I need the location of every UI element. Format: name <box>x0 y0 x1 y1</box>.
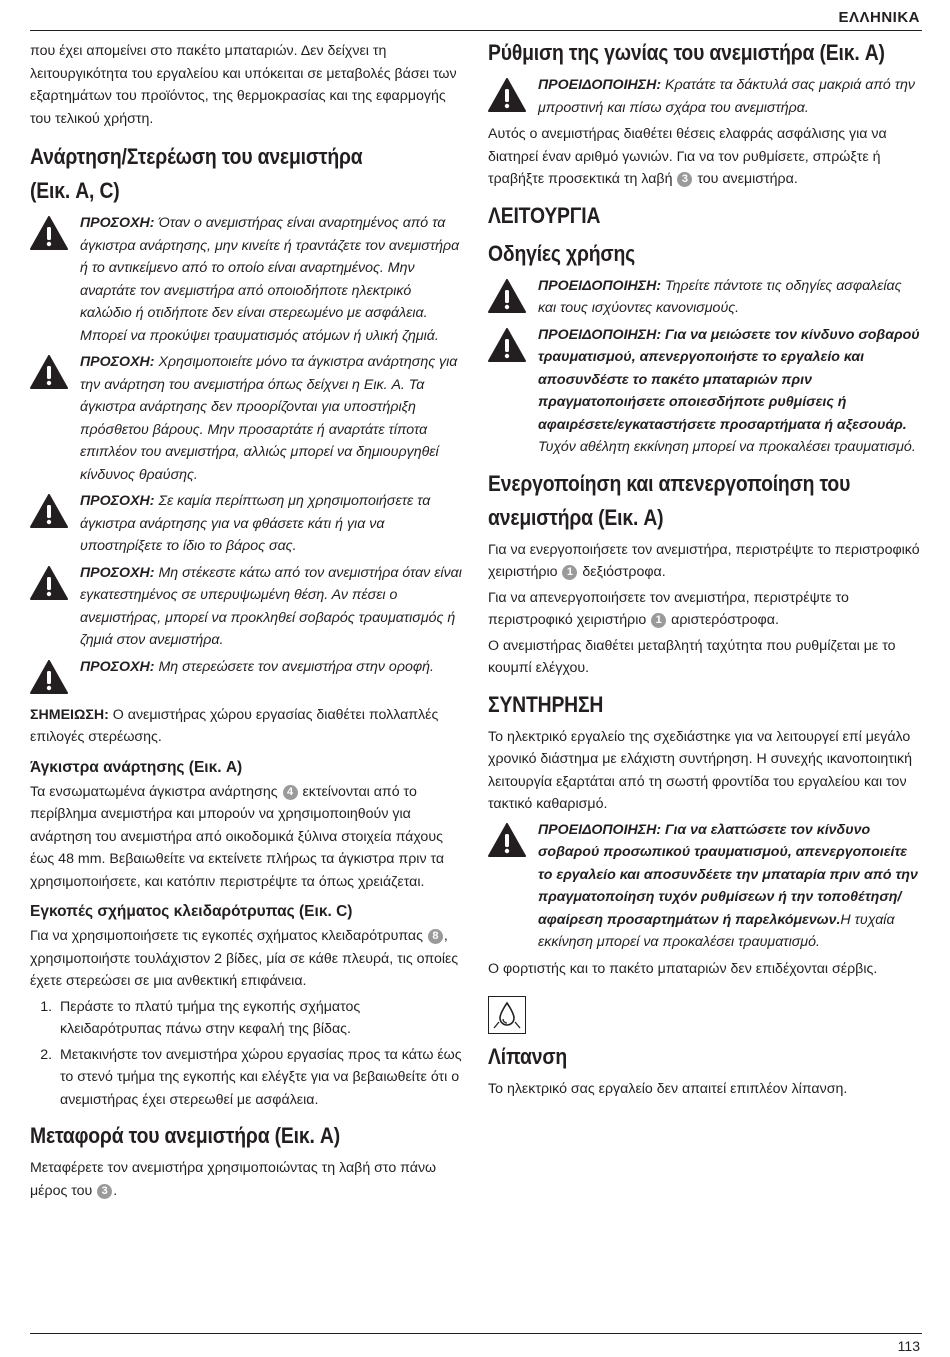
instructions-title: Οδηγίες χρήσης <box>488 240 636 266</box>
header-divider <box>30 30 922 31</box>
caution-2 <box>30 351 464 486</box>
operation-title: ΛΕΙΤΟΥΡΓΙΑ <box>488 202 601 228</box>
intro-paragraph: που έχει απομείνει στο πακέτο μπαταριών. Δεν δείχνει τη λειτουργικότητα του εργαλείου και υπόκειται σε μεταβολές βάσει των εξαρτημάτων του προϊόντος, της θερμοκρασίας και της εφαρμογής του τελικού χρήστη. <box>30 43 457 127</box>
maintenance-paragraph: Το ηλεκτρικό εργαλείο της σχεδιάστηκε για να λειτουργεί επί μεγάλο χρονικό διάστημα με ελάχιστη συντήρηση. Η συνεχής ικανοποιητική λειτουργία εξαρτάται από τη σωστή φροντίδα του εργαλείου και τον τακτικό καθαρισμό. <box>488 728 913 812</box>
caution-5 <box>30 656 464 694</box>
angle-title: Ρύθμιση της γωνίας του ανεμιστήρα (Εικ. A) <box>488 40 885 65</box>
maintenance-warning <box>488 819 922 954</box>
hanging-section-title <box>30 140 462 208</box>
callout-badge: 3 <box>97 1184 112 1199</box>
transport-title: Μεταφορά του ανεμιστήρα (Εικ. A) <box>30 1123 340 1148</box>
callout-badge: 4 <box>283 785 298 800</box>
left-column <box>30 40 464 1205</box>
language-label: ΕΛΛΗΝΙΚΑ <box>838 9 920 26</box>
service-paragraph: Ο φορτιστής και το πακέτο μπαταριών δεν επιδέχονται σέρβις. <box>488 960 878 977</box>
keyhole-paragraph: Για να χρησιμοποιήσετε τις εγκοπές σχήματος κλειδαρότρυπας 8 , χρησιμοποιήστε τουλάχιστον 2 βίδες, μία σε κάθε πλευρά, τις οποίες έχετε στερεώσει σε μια ανθεκτική επιφάνεια. <box>30 928 459 989</box>
instructions-warning-1 <box>488 275 922 320</box>
keyhole-title: Εγκοπές σχήματος κλειδαρότρυπας (Εικ. C) <box>30 903 353 920</box>
caution-5-text: ΠΡΟΣΟΧΗ: Μη στερεώσετε τον ανεμιστήρα στην οροφή. <box>80 658 434 675</box>
lubrication-paragraph: Το ηλεκτρικό σας εργαλείο δεν απαιτεί επιπλέον λίπανση. <box>488 1081 848 1097</box>
instructions-warning-1-text: ΠΡΟΕΙΔΟΠΟΙΗΣΗ: Τηρείτε πάντοτε τις οδηγίες ασφαλείας και τους ισχύοντες κανονισμούς. <box>538 277 902 316</box>
caution-1-text: ΠΡΟΣΟΧΗ: Όταν ο ανεμιστήρας είναι αναρτημένος από τα άγκιστρα ανάρτησης, μην κινείτε ή τραντάζετε τον ανεμιστήρα ή το αντικείμενο από το οποίο είναι αναρτημένος. Μην αναρτάτε τον ανεμιστήρα από οποιοδήποτε ηλεκτρικό καλώδιο ή οτιδήποτε δεν είναι στερεωμένο με ασφάλεια. Μπορεί να προκύψει τραυματισμός ατόμων ή υλική ζημιά. <box>80 215 460 344</box>
maintenance-warning-text: ΠΡΟΕΙΔΟΠΟΙΗΣΗ: Για να ελαττώσετε τον κίνδυνο σοβαρού προσωπικού τραυματισμού, απενεργοποιείτε το εργαλείο και αποσυνδέετε την μπαταρία πριν από την πραγματοποίηση τυχόν ρυθμίσεων ή την τοποθέτηση/αφαίρεση προσαρτημάτων ή παρελκόμενων.Η τυχαία εκκίνηση μπορεί να προκαλέσει τραυματισμό. <box>538 821 918 950</box>
hooks-paragraph: Τα ενσωματωμένα άγκιστρα ανάρτησης 4 εκτείνονται από το περίβλημα ανεμιστήρα και μπορούν να χρησιμοποιηθούν για ανάρτηση του ανεμιστήρα από οικοδομικά ξύλινα στοιχεία πάχους έως 48 mm. Βεβαιωθείτε να εκτείνετε πλήρως τα άγκιστρα πριν τα χρησιμοποιήσετε, και κατόπιν περιστρέψτε τα όπως χρειάζεται. <box>30 783 445 890</box>
caution-2-text: ΠΡΟΣΟΧΗ: Χρησιμοποιείτε μόνο τα άγκιστρα ανάρτησης για την ανάρτηση του ανεμιστήρα όπως δείχνει η Εικ. A. Τα άγκιστρα ανάρτησης δεν προορίζονται για υποστήριξη πρόσθετου βάρους. Μην προσαρτάτε ή αναρτάτε τίποτα επιπλέον του ανεμιστήρα, αλλιώς μπορεί να δημιουργηθεί κίνδυνος θραύσης. <box>80 354 458 483</box>
speed-paragraph: Ο ανεμιστήρας διαθέτει μεταβλητή ταχύτητα που ρυθμίζεται με το κουμπί ελέγχου. <box>488 637 896 676</box>
right-column <box>488 36 922 1104</box>
warning-triangle-icon <box>488 279 526 313</box>
lubrication-title: Λίπανση <box>488 1044 568 1069</box>
angle-warning-text: ΠΡΟΕΙΔΟΠΟΙΗΣΗ: Κρατάτε τα δάκτυλά σας μακριά από την μπροστινή και πίσω σχάρα του ανεμιστήρα. <box>538 77 916 116</box>
onoff-title: Ενεργοποίηση και απενεργοποίηση του ανεμιστήρα (Εικ. A) <box>488 470 851 530</box>
hanging-title-line2: (Εικ. A, C) <box>30 178 120 203</box>
warning-triangle-icon <box>30 355 68 389</box>
off-paragraph: Για να απενεργοποιήσετε τον ανεμιστήρα, περιστρέψτε το περιστροφικό χειριστήριο 1 αριστερόστροφα. <box>488 589 849 628</box>
angle-warning <box>488 74 922 119</box>
on-paragraph: Για να ενεργοποιήσετε τον ανεμιστήρα, περιστρέψτε το περιστροφικό χειριστήριο 1 δεξιόστροφα. <box>488 541 920 580</box>
caution-3-text: ΠΡΟΣΟΧΗ: Σε καμία περίπτωση μη χρησιμοποιήσετε τα άγκιστρα ανάρτησης για να φθάσετε κάτι ή για να υποστηρίξετε το ίδιο το βάρος σας. <box>80 493 431 554</box>
note-paragraph: ΣΗΜΕΙΩΣΗ: Ο ανεμιστήρας χώρου εργασίας διαθέτει πολλαπλές επιλογές στερέωσης. <box>30 706 439 745</box>
list-item: 2. Μετακινήστε τον ανεμιστήρα χώρου εργασίας προς τα κάτω έως το στενό τμήμα της εγκοπής και ελέγξτε για να βεβαιωθείτε ότι ο ανεμιστήρας έχει στερεωθεί με ασφάλεια. <box>56 1044 464 1112</box>
caution-4 <box>30 562 464 652</box>
caution-4-text: ΠΡΟΣΟΧΗ: Μη στέκεστε κάτω από τον ανεμιστήρα όταν είναι εγκατεστημένος σε υπερυψωμένη θέση. Αν πέσει ο ανεμιστήρας, μπορεί να προκληθεί σοβαρός τραυματισμός ή ζημιά στον ανεμιστήρα. <box>80 564 462 648</box>
oil-drop-icon <box>488 996 526 1034</box>
angle-paragraph: Αυτός ο ανεμιστήρας διαθέτει θέσεις ελαφράς ασφάλισης για να διατηρεί έναν αριθμό γωνιών. Για να τον ρυθμίσετε, σπρώξτε ή τραβήξτε προσεκτικά τη λαβή 3 του ανεμιστήρα. <box>488 126 887 187</box>
caution-3 <box>30 490 464 558</box>
callout-badge: 1 <box>651 613 666 628</box>
page-number: 113 <box>897 1338 920 1354</box>
warning-triangle-icon <box>30 660 68 694</box>
warning-triangle-icon <box>30 566 68 600</box>
hooks-title: Άγκιστρα ανάρτησης (Εικ. A) <box>30 758 243 776</box>
warning-triangle-icon <box>488 78 526 112</box>
callout-badge: 1 <box>562 565 577 580</box>
caution-1 <box>30 212 464 347</box>
list-item: 1. Περάστε το πλατύ τμήμα της εγκοπής σχήματος κλειδαρότρυπας πάνω στην κεφαλή της βίδας. <box>56 996 464 1041</box>
keyhole-steps <box>30 996 464 1112</box>
instructions-warning-2-text: ΠΡΟΕΙΔΟΠΟΙΗΣΗ: Για να μειώσετε τον κίνδυνο σοβαρού τραυματισμού, απενεργοποιήστε το εργαλείο και αποσυνδέστε το πακέτο μπαταριών πριν πραγματοποιήσετε οποιεσδήποτε ρυθμίσεις ή αφαιρέσετε/εγκαταστήσετε προσαρτήματα ή αξεσουάρ. Τυχόν αθέλητη εκκίνηση μπορεί να προκαλέσει τραυματισμό. <box>538 326 920 455</box>
warning-triangle-icon <box>488 823 526 857</box>
instructions-warning-2 <box>488 324 922 459</box>
callout-badge: 8 <box>428 929 443 944</box>
callout-badge: 3 <box>677 172 692 187</box>
maintenance-title: ΣΥΝΤΗΡΗΣΗ <box>488 691 604 717</box>
footer-divider <box>30 1333 922 1334</box>
warning-triangle-icon <box>30 216 68 250</box>
transport-paragraph: Μεταφέρετε τον ανεμιστήρα χρησιμοποιώντας τη λαβή στο πάνω μέρος του 3 . <box>30 1160 437 1199</box>
warning-triangle-icon <box>488 328 526 362</box>
hanging-title-line1: Ανάρτηση/Στερέωση του ανεμιστήρα <box>30 144 363 169</box>
warning-triangle-icon <box>30 494 68 528</box>
